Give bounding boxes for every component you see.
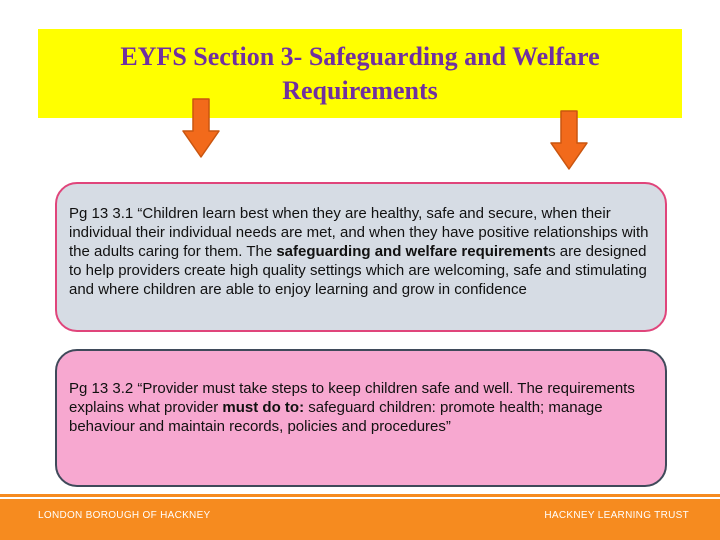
footer-divider <box>0 494 720 497</box>
title-banner <box>38 29 682 118</box>
box1-text-end: s are designed to help providers create high quality settings which are welcoming, safe and stimulating and where children are able to enjoy learning and grow in confidence <box>69 243 647 298</box>
footer-left-label: LONDON BOROUGH OF HACKNEY <box>38 510 211 521</box>
section-3-1-box <box>55 182 667 332</box>
box1-text-start: Pg 13 3.1 “Children learn best when they are healthy, safe and secure, when their individual their individual needs are met, and when they have positive relationships with the adults caring for them. The <box>69 205 649 260</box>
footer-bar <box>0 499 720 540</box>
slide-title-line2: Requirements <box>282 75 438 105</box>
box2-text-end: safeguard children: promote health; manage behaviour and maintain records, policies and procedures” <box>69 399 603 435</box>
section-3-2-box <box>55 349 667 487</box>
footer-right-label: HACKNEY LEARNING TRUST <box>544 510 689 521</box>
box2-bold-text: must do to: <box>222 399 305 416</box>
slide-title-line1: EYFS Section 3- Safeguarding and Welfare <box>120 41 600 71</box>
down-arrow-icon <box>550 110 588 170</box>
slide-title <box>60 40 660 108</box>
box1-bold-text: safeguarding and welfare requirement <box>276 243 549 260</box>
box2-text-start: Pg 13 3.2 “Provider must take steps to keep children safe and well. The requirements explains what provider <box>69 380 635 416</box>
down-arrow-icon <box>182 98 220 158</box>
